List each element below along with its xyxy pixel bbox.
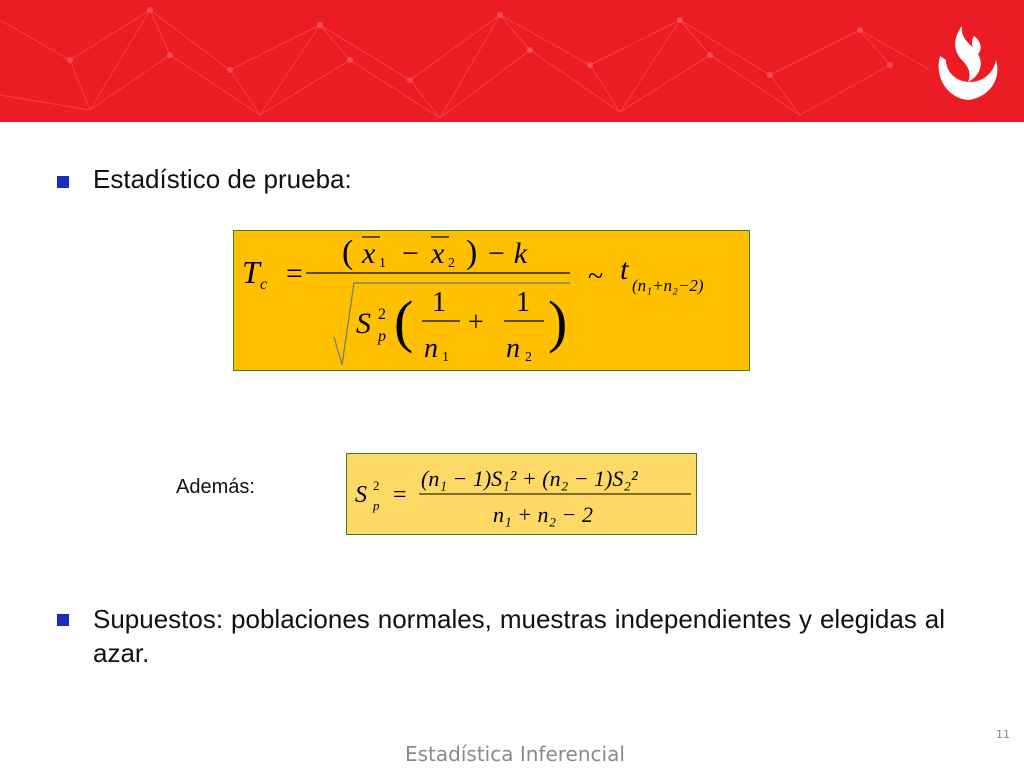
- formula-T: T: [242, 254, 260, 290]
- numerator-x2: x: [431, 237, 445, 270]
- numerator-open-paren: (: [342, 234, 354, 271]
- bullet-square: [57, 176, 69, 188]
- denominator-open-paren: (: [394, 289, 414, 354]
- pooled-equals: =: [393, 482, 407, 508]
- pooled-S-subscript: p: [373, 498, 380, 513]
- test-statistic-formula: [233, 230, 750, 371]
- distribution-t: t: [620, 253, 629, 286]
- pooled-S-superscript: 2: [373, 478, 380, 493]
- distribution-tilde: ~: [588, 261, 604, 292]
- denominator-plus: +: [468, 307, 484, 338]
- numerator-x1: x: [362, 237, 376, 270]
- ademas-label: Además:: [176, 476, 255, 498]
- pooled-denominator: n₁ + n₂ − 2: [493, 502, 593, 527]
- test-statistic-equation: [234, 231, 751, 372]
- numerator-minus-k: − k: [486, 237, 528, 270]
- page-number: 11: [996, 728, 1010, 741]
- distribution-degrees-of-freedom: (n₁+n₂−2): [632, 276, 704, 295]
- pooled-variance-formula: [346, 453, 697, 535]
- denominator-n2: n: [506, 333, 520, 364]
- numerator-x1-subscript: 1: [379, 256, 386, 271]
- formula-T-subscript: c: [260, 276, 268, 293]
- header-banner: [0, 0, 1024, 122]
- numerator-minus: −: [402, 237, 419, 270]
- denominator-S-superscript: 2: [378, 306, 386, 323]
- denominator-S-subscript: p: [378, 328, 386, 345]
- denominator-n2-subscript: 2: [525, 350, 532, 365]
- bullet-square: [57, 614, 69, 626]
- pooled-S: S: [355, 482, 367, 508]
- network-pattern: [0, 0, 1024, 122]
- bullet-text-supuestos: Supuestos: poblaciones normales, muestras independientes y elegidas al azar.: [93, 604, 945, 668]
- pooled-variance-equation: [347, 454, 698, 536]
- denominator-n1-subscript: 1: [442, 350, 449, 365]
- formula-equals: =: [286, 257, 303, 290]
- flame-logo-icon: [928, 20, 1008, 104]
- numerator-x2-subscript: 2: [448, 256, 455, 271]
- denominator-n1: n: [424, 333, 438, 364]
- footer-title: Estadística Inferencial: [405, 742, 625, 766]
- denominator-one-b: 1: [516, 287, 530, 318]
- denominator-one-a: 1: [432, 287, 446, 318]
- bullet-text-estadistico: Estadístico de prueba:: [93, 164, 352, 194]
- numerator-close-paren: ): [466, 234, 478, 271]
- pooled-numerator: (n₁ − 1)S₁² + (n₂ − 1)S₂²: [421, 466, 638, 491]
- denominator-close-paren: ): [548, 289, 568, 354]
- denominator-S: S: [356, 307, 371, 340]
